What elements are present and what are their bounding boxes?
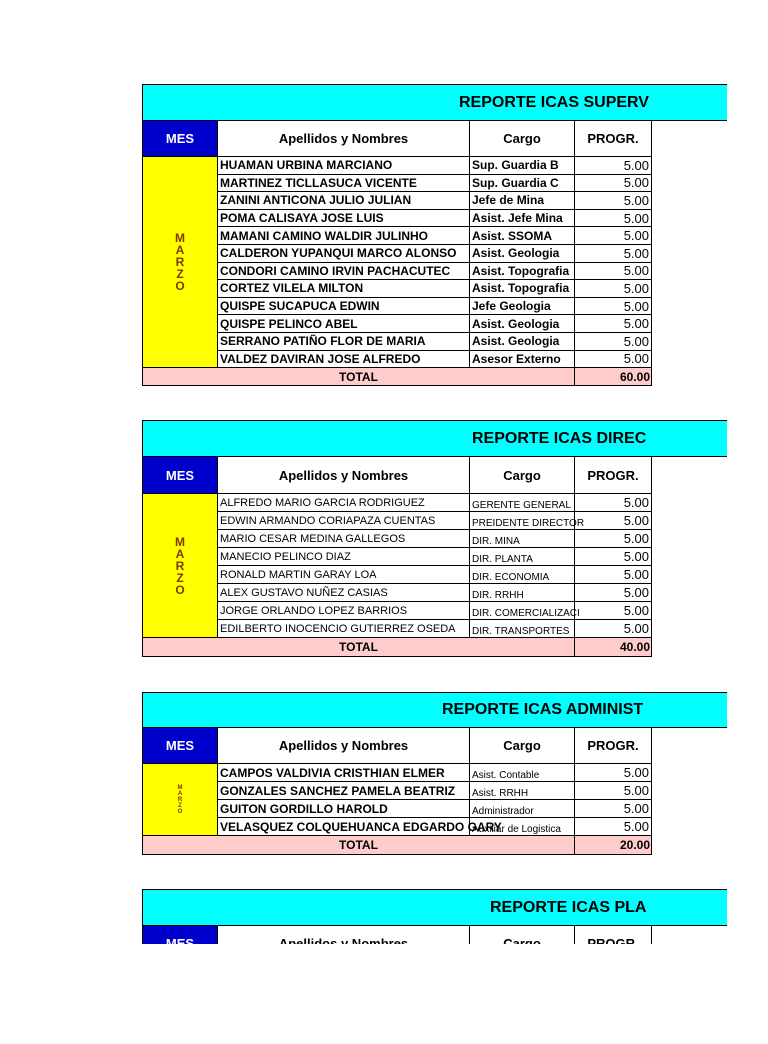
progr-value: 5.00	[575, 512, 652, 530]
cargo-header: Cargo	[470, 121, 575, 157]
month-letter: R	[177, 796, 183, 803]
progr-value: 5.00	[575, 227, 652, 245]
month-cell	[143, 157, 218, 368]
employee-cargo: Asist. Geologia	[470, 315, 575, 333]
progr-value: 5.00	[575, 602, 652, 620]
employee-cargo: Asist. Topografia	[470, 262, 575, 280]
mes-header: MES	[143, 121, 218, 157]
employee-cargo: Sup. Guardia C	[470, 174, 575, 192]
month-letter: M	[177, 784, 183, 791]
employee-name: VELASQUEZ COLQUEHUANCA EDGARDO GARY	[218, 818, 470, 836]
total-value: 40.00	[575, 638, 652, 657]
section-banner	[142, 889, 727, 926]
progr-value: 5.00	[575, 800, 652, 818]
employee-cargo: DIR. RRHH	[470, 584, 575, 602]
progr-value: 5.00	[575, 262, 652, 280]
employee-cargo: Jefe Geologia	[470, 297, 575, 315]
employee-cargo: Asist. Topografia	[470, 280, 575, 298]
employee-cargo: Administrador	[470, 800, 575, 818]
section-title: REPORTE ICAS DIREC	[472, 429, 647, 447]
month-letter: O	[177, 808, 183, 815]
progr-value: 5.00	[575, 620, 652, 638]
employee-cargo: Asist. Geologia	[470, 244, 575, 262]
section-title: REPORTE ICAS ADMINIST	[442, 701, 644, 718]
employee-name: SERRANO PATIÑO FLOR DE MARIA	[218, 332, 470, 350]
employee-name: ALEX GUSTAVO NUÑEZ CASIAS	[218, 584, 470, 602]
employee-name: RONALD MARTIN GARAY LOA	[218, 566, 470, 584]
progr-value: 5.00	[575, 209, 652, 227]
employee-name: QUISPE SUCAPUCA EDWIN	[218, 297, 470, 315]
page-bottom-mask	[132, 944, 752, 1044]
progr-value: 5.00	[575, 548, 652, 566]
total-value: 60.00	[575, 368, 652, 386]
employee-name: CALDERON YUPANQUI MARCO ALONSO	[218, 244, 470, 262]
month-letter: A	[175, 546, 185, 561]
progr-value: 5.00	[575, 280, 652, 298]
progr-header: PROGR.	[575, 728, 652, 764]
report-table	[142, 120, 652, 386]
employee-cargo: Asesor Externo	[470, 350, 575, 368]
month-letter: Z	[178, 802, 182, 809]
month-letter: O	[175, 279, 185, 294]
employee-name: MANECIO PELINCO DIAZ	[218, 548, 470, 566]
progr-value: 5.00	[575, 192, 652, 210]
month-cell	[143, 494, 218, 638]
employee-cargo: DIR. ECONOMIA	[470, 566, 575, 584]
employee-cargo: Jefe de Mina	[470, 192, 575, 210]
employee-cargo: DIR. TRANSPORTES	[470, 620, 575, 638]
employee-cargo: DIR. COMERCIALIZACI	[470, 602, 575, 620]
employee-cargo: Asist. SSOMA	[470, 227, 575, 245]
employee-cargo: Auxiliar de Logistica	[470, 818, 575, 836]
month-letter: O	[175, 582, 185, 597]
total-value: 20.00	[575, 836, 652, 855]
progr-value: 5.00	[575, 297, 652, 315]
employee-name: CONDORI CAMINO IRVIN PACHACUTEC	[218, 262, 470, 280]
employee-name: MARTINEZ TICLLASUCA VICENTE	[218, 174, 470, 192]
employee-name: JORGE ORLANDO LOPEZ BARRIOS	[218, 602, 470, 620]
employee-name: CORTEZ VILELA MILTON	[218, 280, 470, 298]
employee-cargo: GERENTE GENERAL	[470, 494, 575, 512]
employee-name: GUITON GORDILLO HAROLD	[218, 800, 470, 818]
progr-value: 5.00	[575, 157, 652, 175]
month-letter: A	[177, 790, 183, 797]
employee-name: HUAMAN URBINA MARCIANO	[218, 157, 470, 175]
employee-name: MARIO CESAR MEDINA GALLEGOS	[218, 530, 470, 548]
mes-header: MES	[143, 728, 218, 764]
employee-name: CAMPOS VALDIVIA CRISTHIAN ELMER	[218, 764, 470, 782]
cargo-header: Cargo	[470, 457, 575, 494]
section-banner	[142, 420, 727, 457]
section-title: REPORTE ICAS PLA	[490, 898, 647, 916]
employee-name: POMA CALISAYA JOSE LUIS	[218, 209, 470, 227]
progr-header: PROGR.	[575, 121, 652, 157]
progr-value: 5.00	[575, 566, 652, 584]
progr-value: 5.00	[575, 764, 652, 782]
employee-name: ZANINI ANTICONA JULIO JULIAN	[218, 192, 470, 210]
employee-name: MAMANI CAMINO WALDIR JULINHO	[218, 227, 470, 245]
employee-cargo: DIR. MINA	[470, 530, 575, 548]
employee-name: VALDEZ DAVIRAN JOSE ALFREDO	[218, 350, 470, 368]
section-banner	[142, 692, 727, 728]
employee-name: EDWIN ARMANDO CORIAPAZA CUENTAS	[218, 512, 470, 530]
progr-header: PROGR.	[575, 457, 652, 494]
cargo-header: Cargo	[470, 728, 575, 764]
section-title: REPORTE ICAS SUPERV	[459, 93, 649, 111]
progr-value: 5.00	[575, 584, 652, 602]
progr-value: 5.00	[575, 530, 652, 548]
progr-value: 5.00	[575, 315, 652, 333]
mes-header: MES	[143, 457, 218, 494]
progr-value: 5.00	[575, 494, 652, 512]
total-label: TOTAL	[143, 836, 575, 855]
employee-cargo: Asist. Geologia	[470, 332, 575, 350]
progr-value: 5.00	[575, 332, 652, 350]
employee-name: EDILBERTO INOCENCIO GUTIERREZ OSEDA	[218, 620, 470, 638]
total-label: TOTAL	[143, 368, 575, 386]
nombres-header: Apellidos y Nombres	[218, 728, 470, 764]
progr-value: 5.00	[575, 350, 652, 368]
progr-value: 5.00	[575, 782, 652, 800]
month-cell	[143, 764, 218, 836]
progr-value: 5.00	[575, 244, 652, 262]
nombres-header: Apellidos y Nombres	[218, 121, 470, 157]
month-letter: R	[175, 255, 185, 270]
progr-value: 5.00	[575, 818, 652, 836]
employee-name: QUISPE PELINCO ABEL	[218, 315, 470, 333]
month-letter: Z	[176, 570, 184, 585]
employee-cargo: Asist. RRHH	[470, 782, 575, 800]
report-table	[142, 456, 652, 657]
month-letter: Z	[176, 267, 184, 282]
employee-cargo: Sup. Guardia B	[470, 157, 575, 175]
employee-cargo: DIR. PLANTA	[470, 548, 575, 566]
progr-value: 5.00	[575, 174, 652, 192]
month-letter: M	[175, 231, 185, 246]
employee-cargo: PREIDENTE DIRECTOR	[470, 512, 575, 530]
month-letter: M	[175, 534, 185, 549]
section-banner	[142, 84, 727, 121]
nombres-header: Apellidos y Nombres	[218, 457, 470, 494]
month-letter: R	[175, 558, 185, 573]
employee-name: ALFREDO MARIO GARCIA RODRIGUEZ	[218, 494, 470, 512]
employee-cargo: Asist. Contable	[470, 764, 575, 782]
employee-cargo: Asist. Jefe Mina	[470, 209, 575, 227]
total-label: TOTAL	[143, 638, 575, 657]
employee-name: GONZALES SANCHEZ PAMELA BEATRIZ	[218, 782, 470, 800]
report-table	[142, 727, 652, 855]
month-letter: A	[175, 243, 185, 258]
